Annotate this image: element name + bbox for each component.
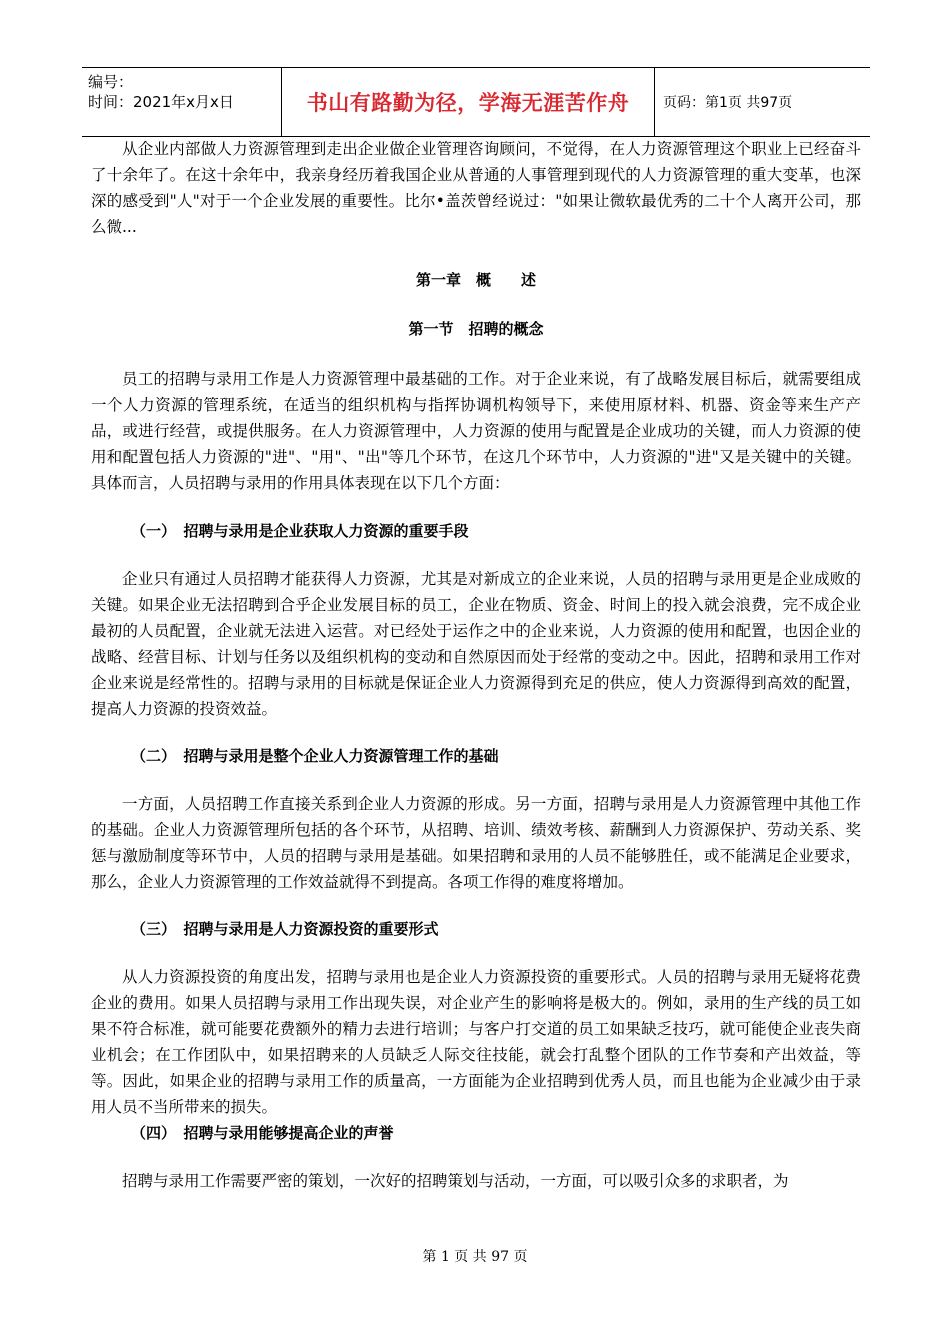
point-paragraph-3: 从人力资源投资的角度出发，招聘与录用也是企业人力资源投资的重要形式。人员的招聘与录用无疑将花费企业的费用。如果人员招聘与录用工作出现失误，对企业产生的影响将是极大的。例如，录用的生产线的员工如果不符合标准，就可能要花费额外的精力去进行培训；与客户打交道的员工如果缺乏技巧，就可能使企业丧失商业机会；在工作团队中，如果招聘来的人员缺乏人际交往技能，就会打乱整个团队的工作节奏和产出效益，等等。因此，如果企业的招聘与录用工作的质量高，一方面能为企业招聘到优秀人员，而且也能为企业减少由于录用人员不当所带来的损失。 bbox=[91, 968, 861, 1116]
serial-label: 编号： bbox=[88, 73, 134, 91]
section-title: 第一节 招聘的概念 bbox=[408, 320, 544, 338]
point-heading-1: （一） 招聘与录用是企业获取人力资源的重要手段 bbox=[131, 522, 469, 540]
page-header bbox=[82, 67, 870, 137]
point-heading-2: （二） 招聘与录用是整个企业人力资源管理工作的基础 bbox=[131, 747, 499, 765]
intro-paragraph: 从企业内部做人力资源管理到走出企业做企业管理咨询顾问，不觉得，在人力资源管理这个职业上已经奋斗了十余年了。在这十余年中，我亲身经历着我国企业从普通的人事管理到现代的人力资源管理的重大变革，也深深的感受到"人"对于一个企业发展的重要性。比尔•盖茨曾经说过："如果让微软最优秀的二十个人离开公司，那么微... bbox=[91, 140, 861, 236]
point-heading-3: （三） 招聘与录用是人力资源投资的重要形式 bbox=[131, 920, 439, 938]
point-paragraph-1: 企业只有通过人员招聘才能获得人力资源，尤其是对新成立的企业来说，人员的招聘与录用更是企业成败的关键。如果企业无法招聘到合乎企业发展目标的员工，企业在物质、资金、时间上的投入就会浪费，完不成企业最初的人员配置，企业就无法进入运营。对已经处于运作之中的企业来说，人力资源的使用和配置，也因企业的战略、经营目标、计划与任务以及组织机构的变动和自然原因而处于经常的变动之中。因此，招聘和录用工作对企业来说是经常性的。招聘与录用的目标就是保证企业人力资源得到充足的供应，使人力资源得到高效的配置，提高人力资源的投资效益。 bbox=[91, 570, 861, 718]
page-footer: 第 1 页 共 97 页 bbox=[422, 1249, 528, 1265]
date-label: 时间：2021年x月x日 bbox=[88, 93, 234, 111]
document-body bbox=[91, 135, 861, 1194]
point-heading-4: （四） 招聘与录用能够提高企业的声誉 bbox=[131, 1124, 394, 1142]
header-motto: 书山有路勤为径，学海无涯苦作舟 bbox=[282, 68, 655, 136]
point-paragraph-2: 一方面，人员招聘工作直接关系到企业人力资源的形成。另一方面，招聘与录用是人力资源管理中其他工作的基础。企业人力资源管理所包括的各个环节，从招聘、培训、绩效考核、薪酬到人力资源保护、劳动关系、奖惩与激励制度等环节中，人员的招聘与录用是基础。如果招聘和录用的人员不能够胜任，或不能满足企业要求，那么，企业人力资源管理的工作效益就得不到提高。各项工作得的难度将增加。 bbox=[91, 795, 861, 891]
point-paragraph-4: 招聘与录用工作需要严密的策划，一次好的招聘策划与活动，一方面，可以吸引众多的求职者，为 bbox=[122, 1172, 789, 1190]
chapter-title: 第一章 概 述 bbox=[415, 271, 536, 289]
header-page-info: 页码：第1页 共97页 bbox=[663, 95, 793, 111]
section-paragraph: 员工的招聘与录用工作是人力资源管理中最基础的工作。对于企业来说，有了战略发展目标后，就需要组成一个人力资源的管理系统，在适当的组织机构与指挥协调机构领导下，来使用原材料、机器、资金等来生产产品，或进行经营，或提供服务。在人力资源管理中，人力资源的使用与配置是企业成功的关键，而人力资源的使用和配置包括人力资源的"进"、"用"、"出"等几个环节，在这几个环节中，人力资源的"进"又是关键中的关键。具体而言，人员招聘与录用的作用具体表现在以下几个方面： bbox=[91, 370, 861, 492]
header-meta bbox=[82, 68, 282, 136]
